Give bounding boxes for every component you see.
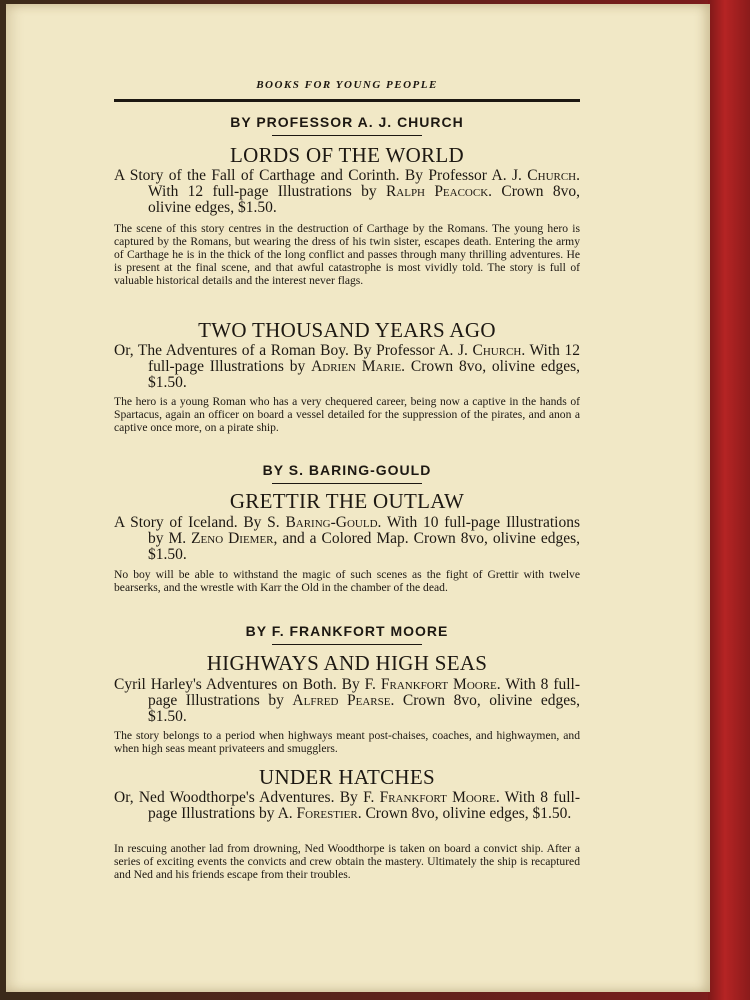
book-grettir-the-outlaw	[114, 489, 580, 513]
book-entry-grettir	[114, 515, 580, 563]
author-name: Baring-Gould	[285, 514, 378, 531]
author-rule	[272, 135, 422, 136]
book-description-under-hatches	[114, 842, 580, 881]
book-description: In rescuing another lad from drowning, Ned Woodthorpe is taken on board a convict ship. After a series of exciting events the convicts and crew obtain the mastery. Ultimately the ship is recaptured and Ned and his friends escape from their troubles.	[114, 842, 580, 881]
book-description: The scene of this story centres in the destruction of Carthage by the Romans. The young hero is captured by the Romans, but wearing the dress of his twin sister, escapes death. Entering the army of Carthage he is in the thick of the long conflict and passes through many thrilling adventures. He is present at the final scene, and that awful catastrophe is most vividly told. The story is full of valuable historical details and the interest never flags.	[114, 222, 580, 287]
book-lords-of-the-world	[114, 143, 580, 167]
author-name: Church	[527, 167, 577, 184]
book-entry: Cyril Harley's Adventures on Both. By F. Frankfort Moore. With 8 full-page Illustrations by Alfred Pearse. Crown 8vo, olivine edges, $1.50.	[114, 676, 581, 725]
book-two-thousand-years-ago	[114, 318, 580, 342]
book-entry-lords	[114, 168, 580, 216]
book-entry: Or, Ned Woodthorpe's Adventures. By F. Frankfort Moore. With 8 full-page Illustrations by A. Forestier. Crown 8vo, olivine edges, $1.50.	[114, 789, 580, 822]
illustrator-name: Ralph Peacock	[385, 183, 489, 200]
illustrator-name: Zeno Diemer	[191, 530, 274, 547]
author-rule	[272, 483, 422, 484]
book-page	[6, 4, 710, 992]
book-entry-two-thousand	[114, 343, 580, 391]
book-entry: A Story of the Fall of Carthage and Corinth. By Professor A. J. Church. With 12 full-page Illustrations by Ralph Peacock. Crown 8vo, olivine edges, $1.50.	[114, 167, 580, 216]
author-name: Church	[472, 342, 522, 359]
book-entry-under-hatches	[114, 790, 580, 822]
book-description-lords	[114, 222, 580, 287]
book-description-two-thousand	[114, 395, 580, 434]
book-under-hatches	[114, 765, 580, 789]
book-description-grettir	[114, 568, 580, 594]
book-title: UNDER HATCHES	[259, 765, 435, 789]
author-heading-baring-gould	[114, 462, 580, 484]
author-heading: BY PROFESSOR A. J. CHURCH	[230, 114, 464, 130]
author-heading-frankfort-moore	[114, 623, 580, 645]
book-title: GRETTIR THE OUTLAW	[229, 489, 465, 513]
illustrator-name: Alfred Pearse	[292, 692, 391, 709]
book-title: LORDS OF THE WORLD	[230, 143, 464, 167]
author-name: Frankfort Moore	[380, 676, 497, 693]
red-cover-edge	[708, 0, 750, 1000]
book-entry: Or, The Adventures of a Roman Boy. By Professor A. J. Church. With 12 full-page Illustrations by Adrien Marie. Crown 8vo, olivine edges, $1.50.	[114, 342, 580, 391]
book-title: TWO THOUSAND YEARS AGO	[198, 318, 496, 342]
book-description: No boy will be able to withstand the magic of such scenes as the fight of Grettir with twelve bearserks, and the wrestle with Karr the Old in the chamber of the dead.	[114, 568, 580, 594]
book-description: The hero is a young Roman who has a very chequered career, being now a captive in the hands of Spartacus, again an officer on board a vessel detailed for the suppression of the pirates, and anon a captive once more, on a pirate ship.	[114, 395, 580, 434]
book-highways-and-high-seas	[114, 651, 580, 675]
header-rule	[114, 99, 580, 102]
author-heading: BY S. BARING-GOULD	[262, 462, 432, 478]
author-heading-church	[114, 114, 580, 136]
running-head: BOOKS FOR YOUNG PEOPLE	[256, 79, 438, 91]
illustrator-name: Adrien Marie	[311, 358, 402, 375]
author-heading: BY F. FRANKFORT MOORE	[245, 623, 449, 639]
author-rule	[272, 644, 422, 645]
illustrator-name: Forestier	[296, 805, 358, 822]
book-description-highways	[114, 729, 580, 755]
author-name: Frankfort Moore	[379, 789, 496, 806]
book-entry-highways	[114, 677, 580, 725]
book-title: HIGHWAYS AND HIGH SEAS	[206, 651, 488, 675]
book-entry: A Story of Iceland. By S. Baring-Gould. With 10 full-page Illustrations by M. Zeno Diemer, and a Colored Map. Crown 8vo, olivine edges, $1.50.	[114, 514, 580, 563]
book-description: The story belongs to a period when highways meant post-chaises, coaches, and highwaymen, and when high seas meant privateers and smugglers.	[114, 729, 580, 755]
